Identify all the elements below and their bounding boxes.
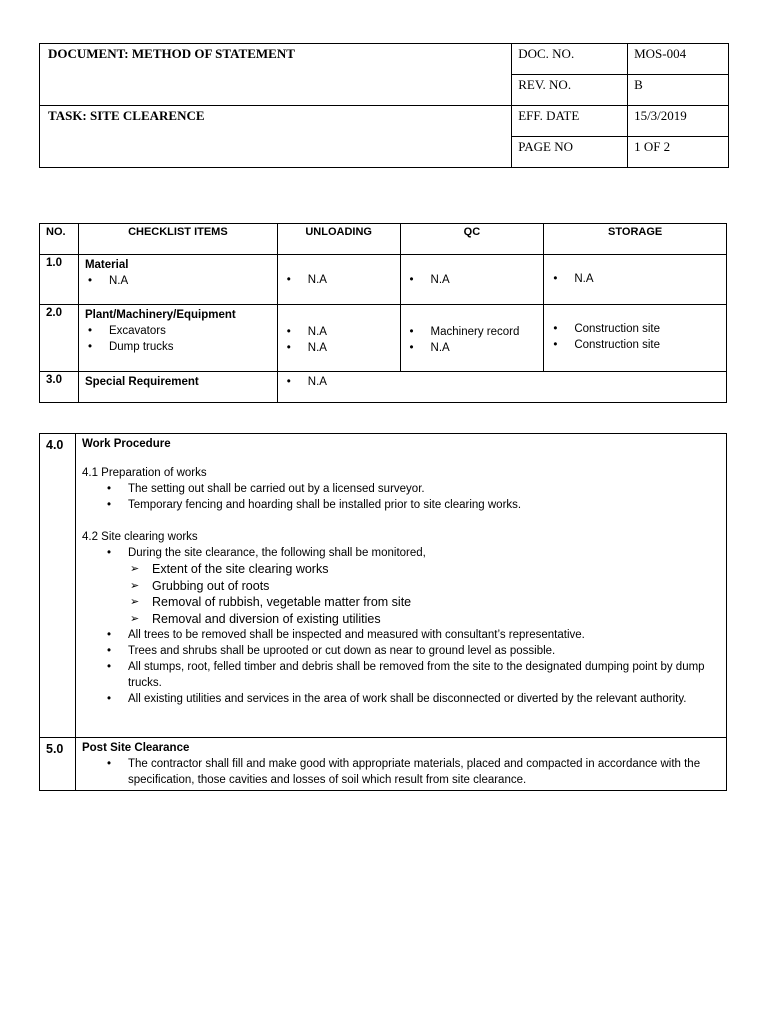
item-title: Special Requirement xyxy=(84,376,199,388)
list-item-text: During the site clearance, the following shall be monitored, xyxy=(127,547,426,559)
col-header-storage: STORAGE xyxy=(544,224,727,255)
list-item: • N.A xyxy=(284,340,394,356)
table-row xyxy=(40,255,727,305)
item-list xyxy=(82,545,720,707)
list-item: • N.A xyxy=(284,272,394,288)
table-row xyxy=(40,372,727,403)
rev-no-label: REV. NO. xyxy=(512,75,628,106)
list-item: • Construction site xyxy=(550,337,720,353)
item-list xyxy=(82,756,720,788)
list-item: • Construction site xyxy=(550,321,720,337)
doc-no-value: MOS-004 xyxy=(628,44,729,75)
list-item: • N.A xyxy=(284,374,720,390)
checklist-table xyxy=(39,223,727,403)
item-list xyxy=(85,323,271,355)
unloading-cell xyxy=(277,372,726,403)
section-number: 5.0 xyxy=(40,738,76,791)
document-header-table xyxy=(39,43,729,168)
eff-date-label: EFF. DATE xyxy=(512,106,628,137)
col-header-items: CHECKLIST ITEMS xyxy=(78,224,277,255)
storage-cell xyxy=(544,255,727,305)
table-row xyxy=(40,434,727,738)
post-clearance-cell xyxy=(75,738,726,791)
list-item: • Excavators xyxy=(85,323,271,339)
list-item: ➢ Extent of the site clearing works xyxy=(128,561,720,578)
monitored-list xyxy=(128,561,720,627)
row-number: 3.0 xyxy=(40,372,79,403)
checklist-item-cell xyxy=(78,255,277,305)
list-item: • N.A xyxy=(284,324,394,340)
work-procedure-cell xyxy=(75,434,726,738)
unloading-cell xyxy=(277,255,400,305)
row-number: 2.0 xyxy=(40,305,79,372)
list-item: • N.A xyxy=(85,273,271,289)
doc-no-label: DOC. NO. xyxy=(512,44,628,75)
work-procedure-table xyxy=(39,433,727,791)
qc-cell xyxy=(400,305,544,372)
list-item: • All existing utilities and services in the area of work shall be disconnected or diverted by the relevant authority. xyxy=(104,691,720,707)
list-item: • Machinery record xyxy=(407,324,538,340)
section-number: 4.0 xyxy=(40,434,76,738)
section-title: Post Site Clearance xyxy=(81,742,190,754)
subsection-title: 4.2 Site clearing works xyxy=(81,531,198,543)
list-item: • All trees to be removed shall be inspected and measured with consultant’s representative. xyxy=(104,627,720,643)
eff-date-value: 15/3/2019 xyxy=(628,106,729,137)
task-title: TASK: SITE CLEARENCE xyxy=(40,106,512,168)
list-item: • The setting out shall be carried out by a licensed surveyor. xyxy=(104,481,720,497)
table-row xyxy=(40,305,727,372)
checklist-header-row xyxy=(40,224,727,255)
list-item: ➢ Removal of rubbish, vegetable matter from site xyxy=(128,594,720,611)
item-title: Material xyxy=(84,259,129,271)
list-item: • N.A xyxy=(407,272,538,288)
col-header-no: NO. xyxy=(40,224,79,255)
unloading-cell xyxy=(277,305,400,372)
list-item: • Dump trucks xyxy=(85,339,271,355)
list-item xyxy=(104,545,720,627)
list-item: ➢ Grubbing out of roots xyxy=(128,578,720,595)
page-no-value: 1 OF 2 xyxy=(628,137,729,168)
list-item: • Temporary fencing and hoarding shall be installed prior to site clearing works. xyxy=(104,497,720,513)
list-item: • N.A xyxy=(550,271,720,287)
list-item: • The contractor shall fill and make good with appropriate materials, placed and compacted in accordance with the specification, those cavities and losses of soil which result from site clearance. xyxy=(104,756,720,788)
item-list xyxy=(85,273,271,289)
rev-no-value: B xyxy=(628,75,729,106)
checklist-item-cell xyxy=(78,372,277,403)
col-header-qc: QC xyxy=(400,224,544,255)
list-item: ➢ Removal and diversion of existing utilities xyxy=(128,611,720,628)
storage-cell xyxy=(544,305,727,372)
subsection-title: 4.1 Preparation of works xyxy=(81,467,207,479)
table-row xyxy=(40,738,727,791)
list-item: • N.A xyxy=(407,340,538,356)
item-list xyxy=(82,481,720,513)
qc-cell xyxy=(400,255,544,305)
list-item: • Trees and shrubs shall be uprooted or cut down as near to ground level as possible. xyxy=(104,643,720,659)
document-title: DOCUMENT: METHOD OF STATEMENT xyxy=(40,44,512,106)
list-item: • All stumps, root, felled timber and debris shall be removed from the site to the designated dumping point by dump trucks. xyxy=(104,659,720,691)
checklist-item-cell xyxy=(78,305,277,372)
section-title: Work Procedure xyxy=(81,438,171,450)
page-no-label: PAGE NO xyxy=(512,137,628,168)
col-header-unloading: UNLOADING xyxy=(277,224,400,255)
item-title: Plant/Machinery/Equipment xyxy=(84,309,236,321)
row-number: 1.0 xyxy=(40,255,79,305)
